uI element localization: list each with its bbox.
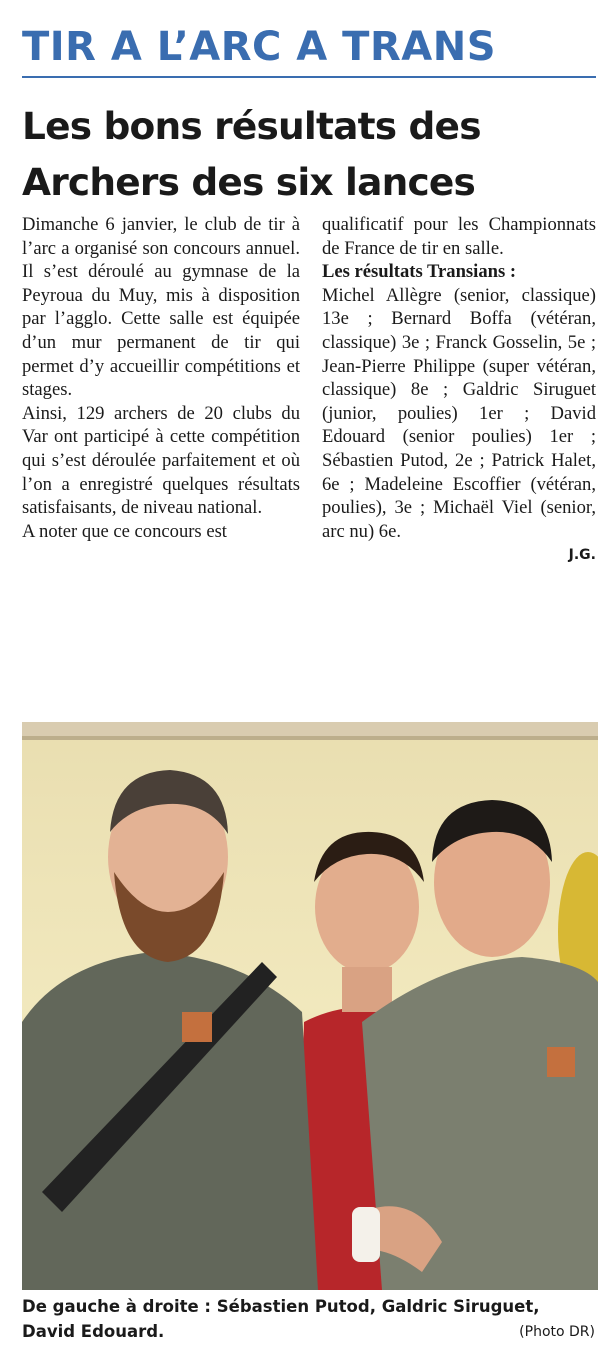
right-badge bbox=[547, 1047, 575, 1077]
author-signature: J.G. bbox=[568, 547, 596, 564]
paragraph-qualifier-end: qualificatif pour les Championnats de France de tir en salle. bbox=[322, 214, 596, 259]
left-badge bbox=[182, 1012, 212, 1042]
paragraph-qualifier-start: A noter que ce concours est bbox=[22, 520, 227, 542]
results-text: Michel Allègre (senior, classique) 13e ; Bernard Boffa (vétéran, classique) 3e ; Franck Gosselin, 5e ; Jean-Pierre Philippe (super vétéran, classique) 8e ; Galdric Siruguet (junior, poulies) 1er ; David Edouard (senior poulies) 1er ; Sébastien Putod, 2e ; Patrick Halet, 6e ; Madeleine Escoffier (vétéran, poulies), 3e ; Michaël Viel (senior, arc nu) 6e. bbox=[322, 284, 596, 542]
archers-photo-illustration bbox=[22, 722, 598, 1290]
results-heading: Les résultats Transians : bbox=[322, 261, 517, 283]
paragraph-intro: Dimanche 6 janvier, le club de tir à l’arc a organisé son concours annuel. Il s’est déroulé au gymnase de la Peyroua du Muy, mis à disposition par l’agglo. Cette salle est équipée d’un mur permanent de tir qui permet d’y accueillir compétitions et stages. bbox=[22, 214, 300, 401]
body-column-left bbox=[22, 213, 300, 543]
headline-line-1: Les bons résultats des bbox=[22, 104, 481, 148]
photo-credit: (Photo DR) bbox=[519, 1324, 595, 1340]
article-kicker: TIR A L’ARC A TRANS bbox=[22, 24, 497, 70]
ceiling-strip bbox=[22, 722, 598, 738]
headline-line-2: Archers des six lances bbox=[22, 160, 476, 204]
photo-caption: De gauche à droite : Sébastien Putod, Galdric Siruguet, David Edouard. bbox=[22, 1297, 540, 1341]
kicker-rule bbox=[22, 76, 596, 78]
paragraph-participants: Ainsi, 129 archers de 20 clubs du Var ont participé à cette compétition qui s’est déroulée parfaitement et où l’on a enregistré quelques résultats satisfaisants, de niveau national. bbox=[22, 402, 300, 519]
arm-bandage bbox=[352, 1207, 380, 1262]
archers-photo bbox=[22, 722, 598, 1290]
person-left-shirt bbox=[22, 952, 318, 1290]
article-headline bbox=[22, 98, 597, 210]
body-column-right bbox=[322, 213, 596, 565]
